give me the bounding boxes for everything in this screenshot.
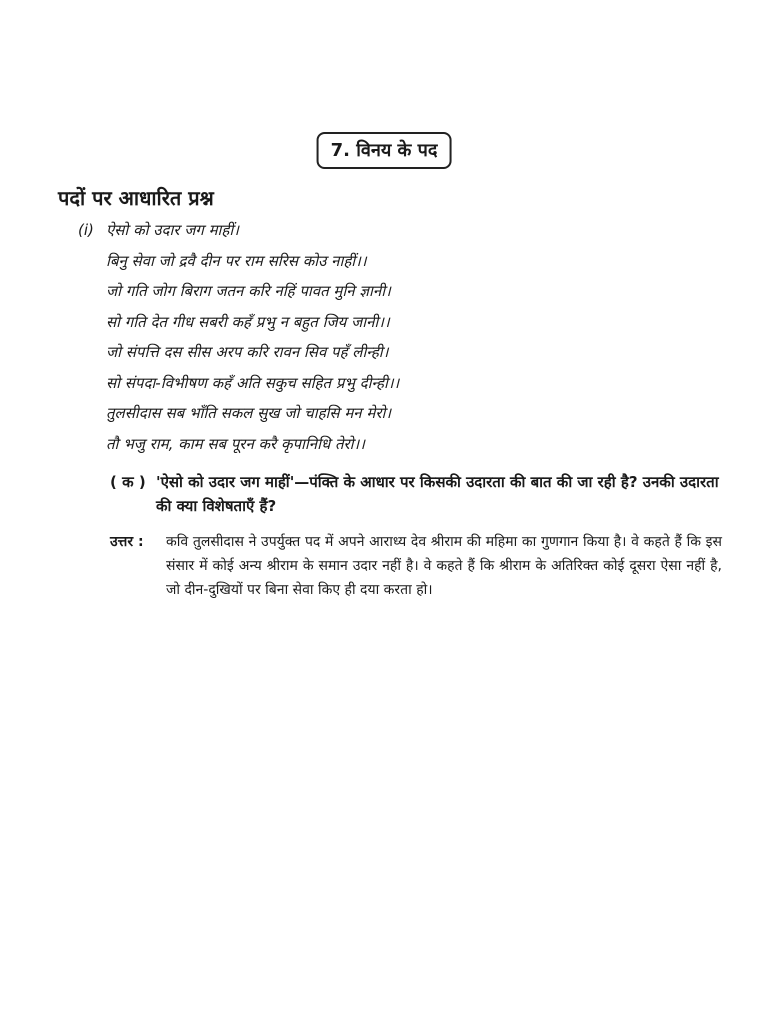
answer-block (110, 530, 722, 602)
answer-text: कवि तुलसीदास ने उपर्युक्त पद में अपने आराध्य देव श्रीराम की महिमा का गुणगान किया है। वे कहते हैं कि इस संसार में कोई अन्य श्रीराम के समान उदार नहीं है। वे कहते हैं कि श्रीराम के अतिरिक्त कोई दूसरा ऐसा नहीं है, जो दीन-दुखियों पर बिना सेवा किए ही दया करता हो। (166, 534, 722, 598)
poem-line-text: सो गति देत गीध सबरी कहँ प्रभु न बहुत जिय जानी।। (106, 312, 390, 331)
poem-line (78, 281, 738, 312)
poem-line-text: तौ भजु राम, काम सब पूरन करै कृपानिधि तेरो।। (106, 434, 365, 453)
question-text: 'ऐसो को उदार जग माहीं'—पंक्ति के आधार पर किसकी उदारता की बात की जा रही है? उनकी उदारता की क्या विशेषताएँ हैं? (156, 473, 719, 515)
poem-line (78, 220, 738, 251)
poem-line (78, 342, 738, 373)
chapter-title: 7. विनय के पद (317, 132, 452, 169)
question-block (110, 470, 722, 518)
poem-line (78, 434, 738, 465)
poem-line-text: ऐसो को उदार जग माहीं। (106, 221, 239, 239)
poem-line (78, 403, 738, 434)
poem-line-text: बिनु सेवा जो द्रवै दीन पर राम सरिस कोउ नाहीं।। (106, 251, 367, 270)
poem-line (78, 251, 738, 282)
poem-line (78, 373, 738, 404)
poem-line-text: सो संपदा-विभीषण कहँ अति सकुच सहित प्रभु दीन्ही।। (106, 373, 400, 392)
poem-block (78, 220, 738, 464)
poem-line-text: जो संपत्ति दस सीस अरप करि रावन सिव पहँ लीन्ही। (106, 343, 389, 361)
poem-number: (i) (78, 221, 94, 239)
question-marker: ( क ) (110, 473, 146, 491)
section-heading: पदों पर आधारित प्रश्न (58, 186, 214, 210)
poem-line-text: जो गति जोग बिराग जतन करि नहिं पावत मुनि ज्ञानी। (106, 282, 391, 300)
poem-line (78, 312, 738, 343)
answer-label: उत्तर : (110, 534, 144, 550)
poem-line-text: तुलसीदास सब भाँति सकल सुख जो चाहसि मन मेरो। (106, 404, 392, 422)
